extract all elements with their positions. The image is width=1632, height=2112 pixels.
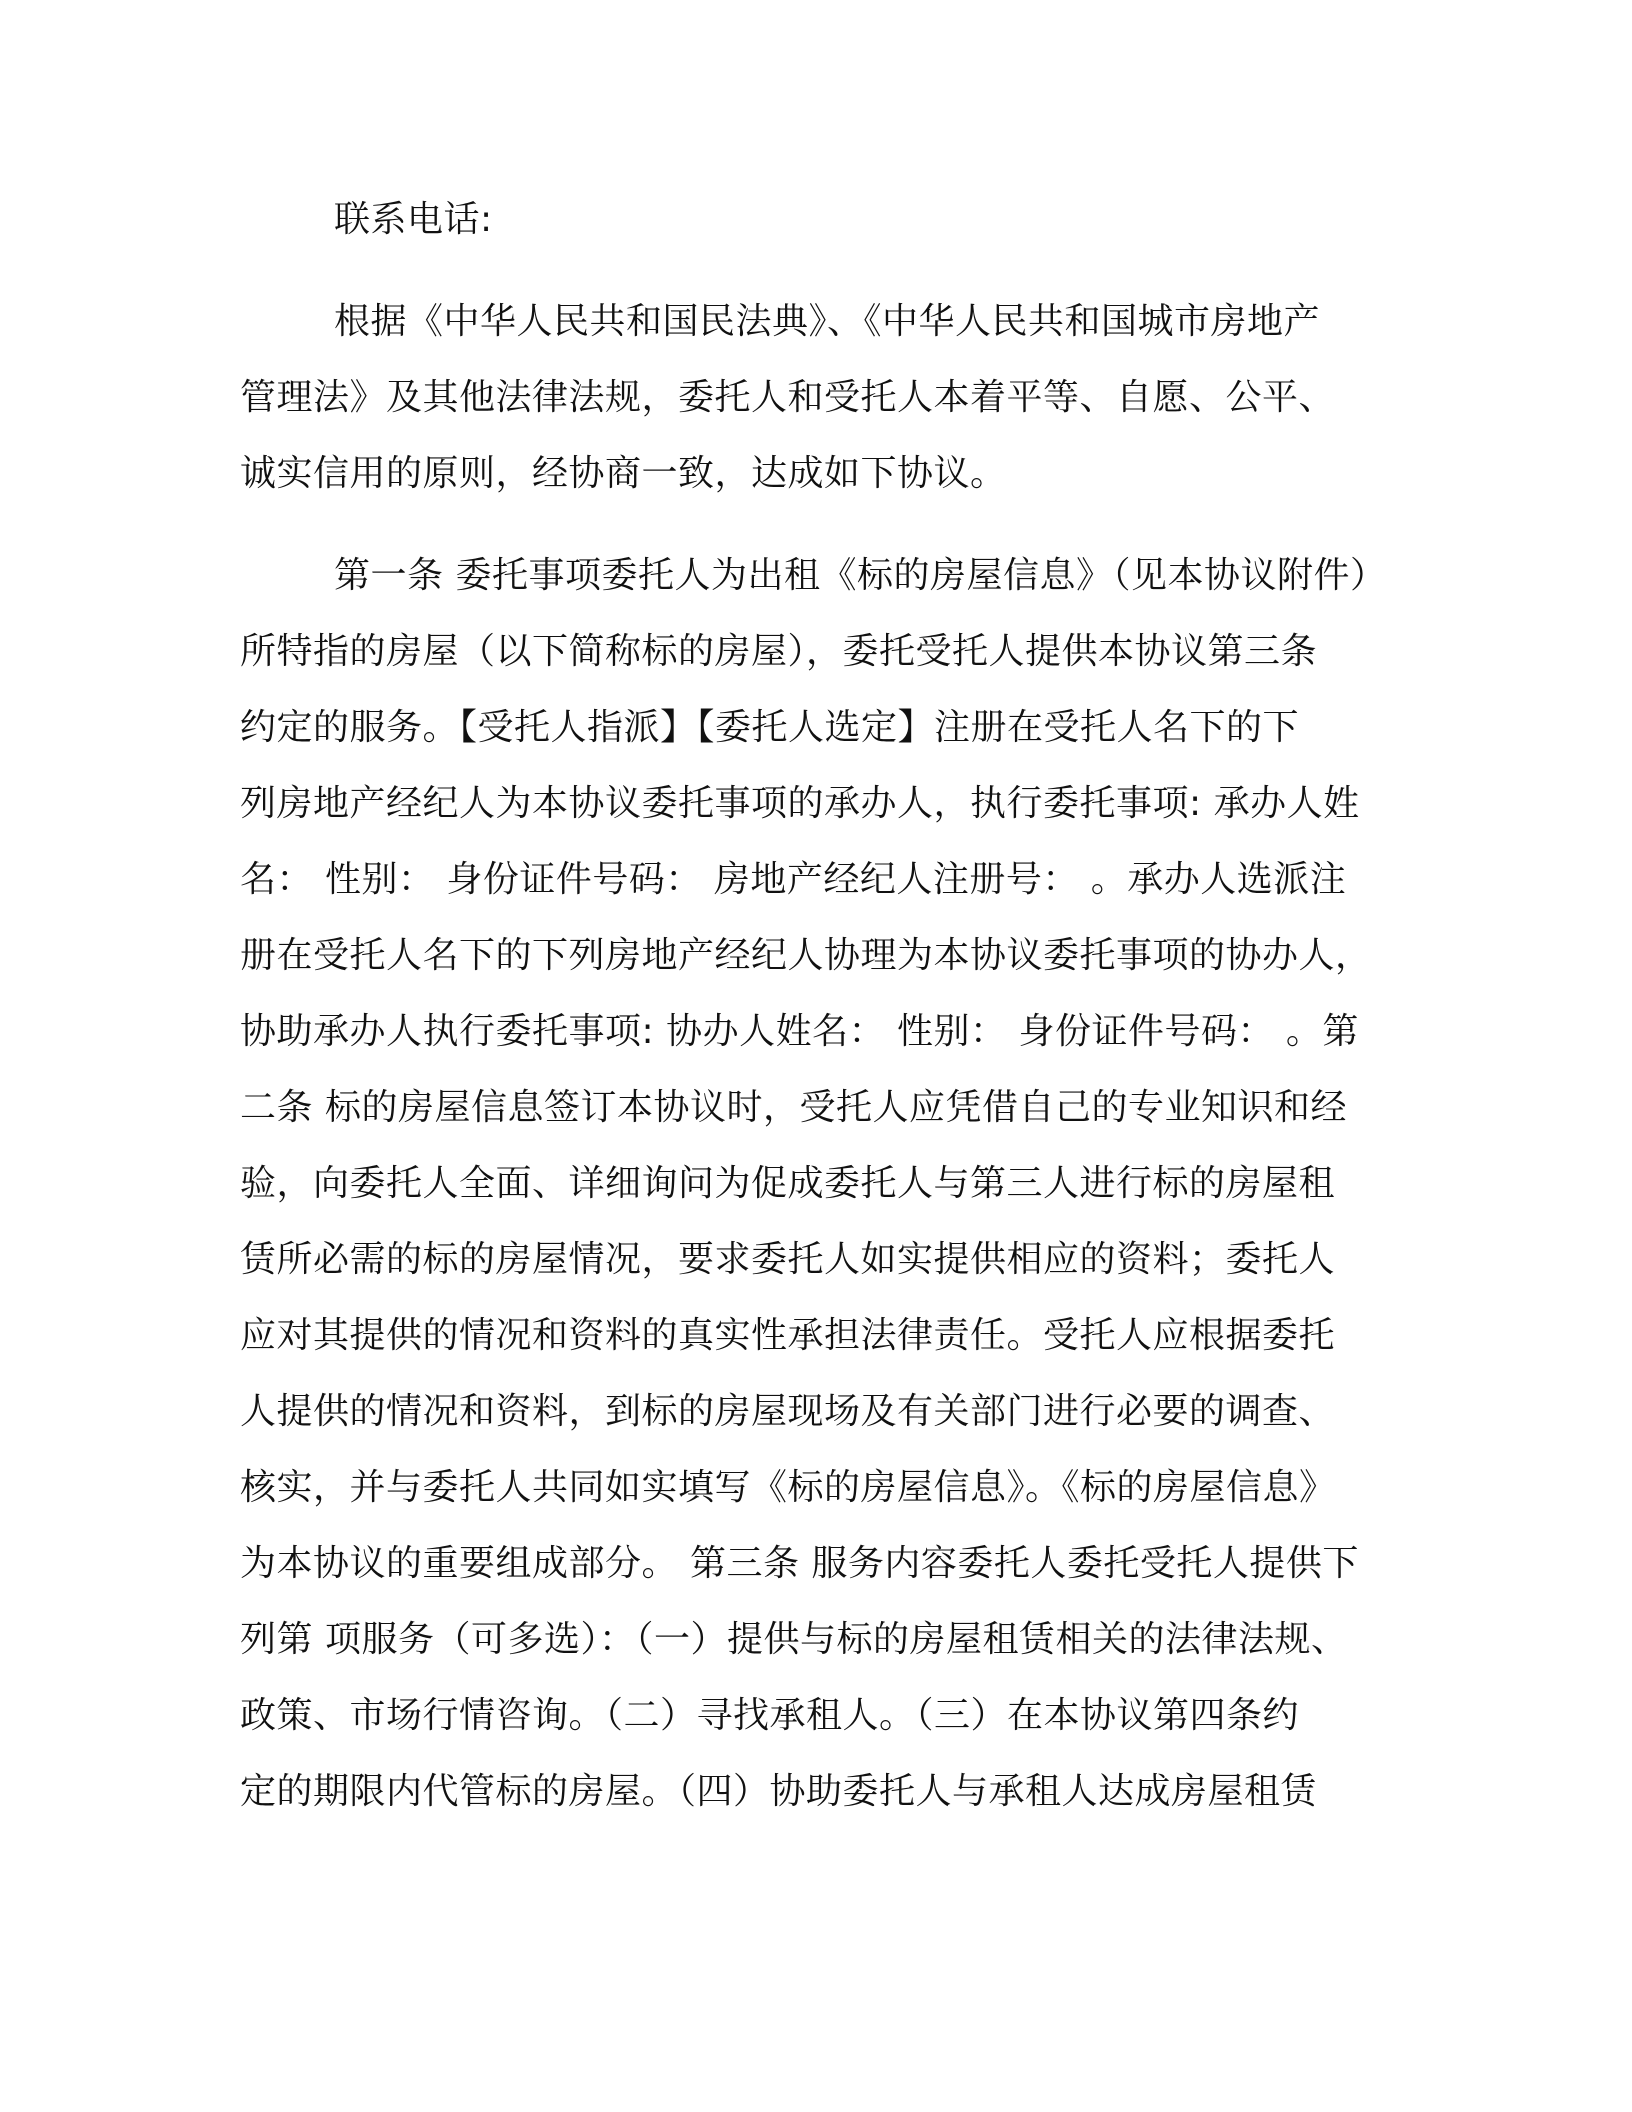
intro-line: 根据《中华人民共和国民法典》、《中华人民共和国城市房地产 [334, 301, 1321, 342]
body-line: 所特指的房屋（以下简称标的房屋），委托受托人提供本协议第三条 [240, 631, 1318, 672]
body-line: 列第 项服务（可多选）：（一）提供与标的房屋租赁相关的法律法规、 [240, 1619, 1348, 1660]
intro-line: 诚实信用的原则，经协商一致，达成如下协议。 [240, 453, 1007, 494]
body-line: 册在受托人名下的下列房地产经纪人协理为本协议委托事项的协办人， [240, 935, 1372, 976]
body-line: 二条 标的房屋信息签订本协议时，受托人应凭借自己的专业知识和经 [240, 1087, 1347, 1128]
body-line: 定的期限内代管标的房屋。（四）协助委托人与承租人达成房屋租赁 [240, 1771, 1318, 1812]
body-line: 列房地产经纪人为本协议委托事项的承办人，执行委托事项: 承办人姓 [240, 783, 1360, 824]
intro-line: 管理法》及其他法律法规，委托人和受托人本着平等、自愿、公平、 [240, 377, 1336, 418]
body-line: 约定的服务。【受托人指派】【委托人选定】注册在受托人名下的下 [240, 707, 1300, 748]
body-line: 为本协议的重要组成部分。 第三条 服务内容委托人委托受托人提供下 [240, 1543, 1359, 1584]
body-line: 应对其提供的情况和资料的真实性承担法律责任。受托人应根据委托 [240, 1315, 1336, 1356]
body-line: 赁所必需的标的房屋情况，要求委托人如实提供相应的资料；委托人 [240, 1239, 1336, 1280]
body-line: 名： 性别： 身份证件号码： 房地产经纪人注册号： 。承办人选派注 [240, 859, 1347, 900]
contact-phone-label: 联系电话: [334, 199, 493, 240]
body-line: 协助承办人执行委托事项: 协办人姓名： 性别： 身份证件号码： 。第 [240, 1011, 1359, 1052]
body-line: 政策、市场行情咨询。（二）寻找承租人。（三）在本协议第四条约 [240, 1695, 1300, 1736]
body-line: 第一条 委托事项委托人为出租《标的房屋信息》（见本协议附件） [334, 555, 1387, 596]
body-line: 人提供的情况和资料，到标的房屋现场及有关部门进行必要的调查、 [240, 1391, 1336, 1432]
body-line: 核实，并与委托人共同如实填写《标的房屋信息》。《标的房屋信息》 [240, 1467, 1336, 1508]
body-line: 验，向委托人全面、详细询问为促成委托人与第三人进行标的房屋租 [240, 1163, 1336, 1204]
